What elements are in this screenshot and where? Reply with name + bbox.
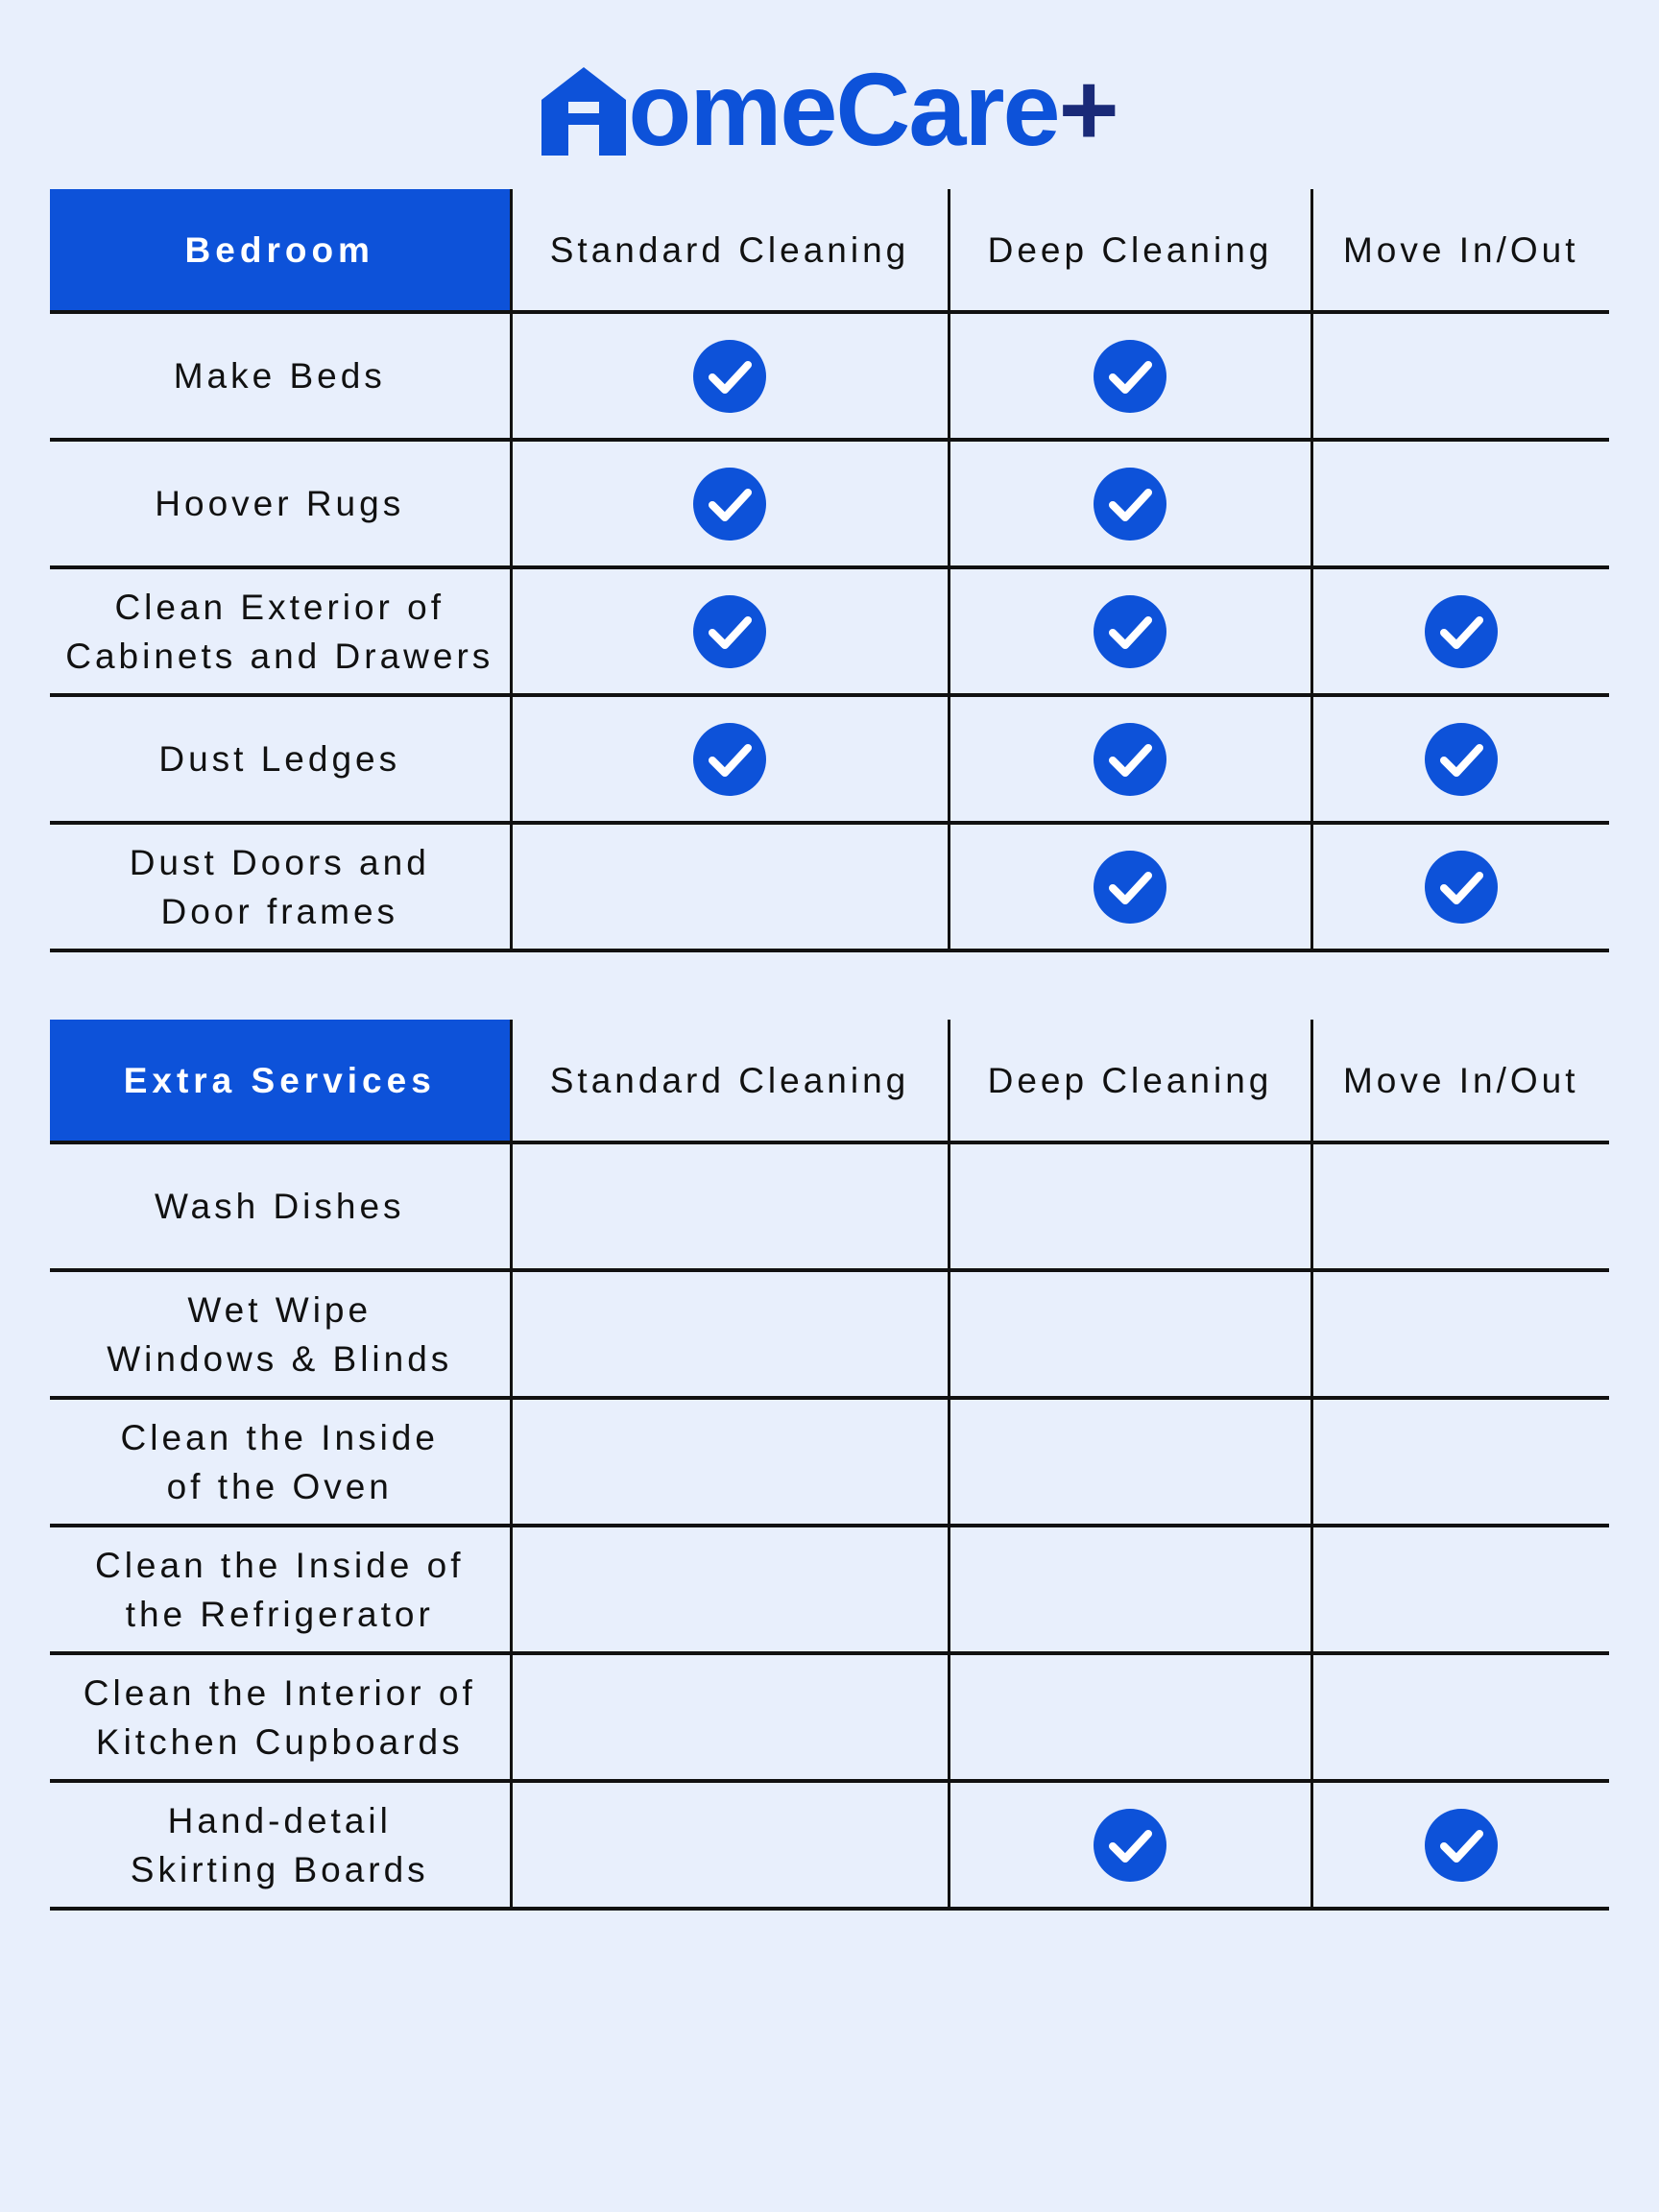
task-label-line: Clean the Inside of — [94, 1545, 465, 1585]
task-label-line: Hoover Rugs — [155, 484, 405, 523]
table-row — [50, 1653, 1609, 1781]
empty-cell — [511, 1653, 949, 1781]
check-circle-icon — [692, 736, 767, 776]
brand-logo — [0, 51, 1659, 167]
empty-cell — [949, 1526, 1311, 1653]
empty-cell — [1311, 1270, 1609, 1398]
check-circle-icon — [1093, 609, 1167, 648]
empty-cell — [949, 1653, 1311, 1781]
included-cell — [1311, 567, 1609, 695]
included-cell — [1311, 1781, 1609, 1909]
task-label-line: Wash Dishes — [154, 1187, 405, 1226]
task-label-line: Dust Ledges — [158, 739, 401, 779]
table-row — [50, 1526, 1609, 1653]
task-label-line: Clean Exterior of — [114, 587, 445, 627]
task-label — [50, 1653, 511, 1781]
check-circle-icon — [1424, 864, 1499, 903]
column-header: Deep Cleaning — [949, 1020, 1311, 1142]
task-label-line: the Refrigerator — [125, 1594, 434, 1634]
included-cell — [949, 312, 1311, 440]
table-row — [50, 695, 1609, 823]
column-header: Move In/Out — [1311, 1020, 1609, 1142]
check-circle-icon — [1093, 481, 1167, 520]
included-cell — [1311, 823, 1609, 950]
empty-cell — [511, 1526, 949, 1653]
empty-cell — [511, 1398, 949, 1526]
check-circle-icon — [1093, 353, 1167, 393]
table-header-row — [50, 1020, 1609, 1142]
empty-cell — [1311, 1526, 1609, 1653]
brand-name: omeCare — [628, 51, 1059, 167]
task-label-line: Cabinets and Drawers — [65, 636, 494, 676]
task-label — [50, 1398, 511, 1526]
house-icon — [541, 67, 626, 156]
check-circle-icon — [692, 353, 767, 393]
task-label — [50, 1142, 511, 1270]
task-label-line: Wet Wipe — [187, 1289, 373, 1330]
column-header: Standard Cleaning — [511, 1020, 949, 1142]
task-label — [50, 312, 511, 440]
task-label-line: Dust Doors and — [129, 842, 430, 882]
task-label-line: Make Beds — [173, 356, 386, 396]
empty-cell — [949, 1398, 1311, 1526]
empty-cell — [1311, 440, 1609, 567]
check-circle-icon — [1424, 1822, 1499, 1862]
task-label — [50, 1270, 511, 1398]
included-cell — [949, 695, 1311, 823]
section-title: Extra Services — [50, 1020, 511, 1142]
included-cell — [511, 567, 949, 695]
included-cell — [949, 567, 1311, 695]
brand-plus: + — [1058, 51, 1118, 167]
empty-cell — [949, 1270, 1311, 1398]
task-label-line: Door frames — [160, 891, 399, 931]
check-circle-icon — [1424, 609, 1499, 648]
task-label — [50, 1526, 511, 1653]
included-cell — [949, 1781, 1311, 1909]
table-row — [50, 1270, 1609, 1398]
check-circle-icon — [1093, 864, 1167, 903]
task-label — [50, 1781, 511, 1909]
table-row — [50, 312, 1609, 440]
section-title: Bedroom — [50, 189, 511, 312]
check-circle-icon — [1093, 1822, 1167, 1862]
check-circle-icon — [1093, 736, 1167, 776]
empty-cell — [949, 1142, 1311, 1270]
task-label-line: Clean the Inside — [120, 1417, 439, 1457]
task-label — [50, 440, 511, 567]
task-label — [50, 823, 511, 950]
column-header: Move In/Out — [1311, 189, 1609, 312]
empty-cell — [1311, 1142, 1609, 1270]
column-header: Deep Cleaning — [949, 189, 1311, 312]
check-circle-icon — [1424, 736, 1499, 776]
task-label-line: Windows & Blinds — [107, 1338, 453, 1379]
table-row — [50, 1781, 1609, 1909]
check-circle-icon — [692, 609, 767, 648]
check-circle-icon — [692, 481, 767, 520]
task-label — [50, 695, 511, 823]
included-cell — [511, 695, 949, 823]
empty-cell — [511, 1270, 949, 1398]
included-cell — [949, 440, 1311, 567]
table-bedroom — [50, 189, 1609, 952]
included-cell — [1311, 695, 1609, 823]
task-label-line: of the Oven — [166, 1466, 393, 1506]
table-row — [50, 567, 1609, 695]
task-label-line: Hand-detail — [167, 1800, 392, 1840]
empty-cell — [511, 1142, 949, 1270]
table-row — [50, 823, 1609, 950]
included-cell — [949, 823, 1311, 950]
empty-cell — [511, 1781, 949, 1909]
table-row — [50, 1398, 1609, 1526]
task-label — [50, 567, 511, 695]
empty-cell — [511, 823, 949, 950]
column-header: Standard Cleaning — [511, 189, 949, 312]
empty-cell — [1311, 1653, 1609, 1781]
task-label-line: Clean the Interior of — [83, 1672, 476, 1713]
task-label-line: Skirting Boards — [130, 1849, 429, 1889]
included-cell — [511, 440, 949, 567]
empty-cell — [1311, 312, 1609, 440]
task-label-line: Kitchen Cupboards — [95, 1721, 464, 1762]
table-row — [50, 1142, 1609, 1270]
included-cell — [511, 312, 949, 440]
table-row — [50, 440, 1609, 567]
table-extra-services — [50, 1020, 1609, 1911]
empty-cell — [1311, 1398, 1609, 1526]
table-header-row — [50, 189, 1609, 312]
